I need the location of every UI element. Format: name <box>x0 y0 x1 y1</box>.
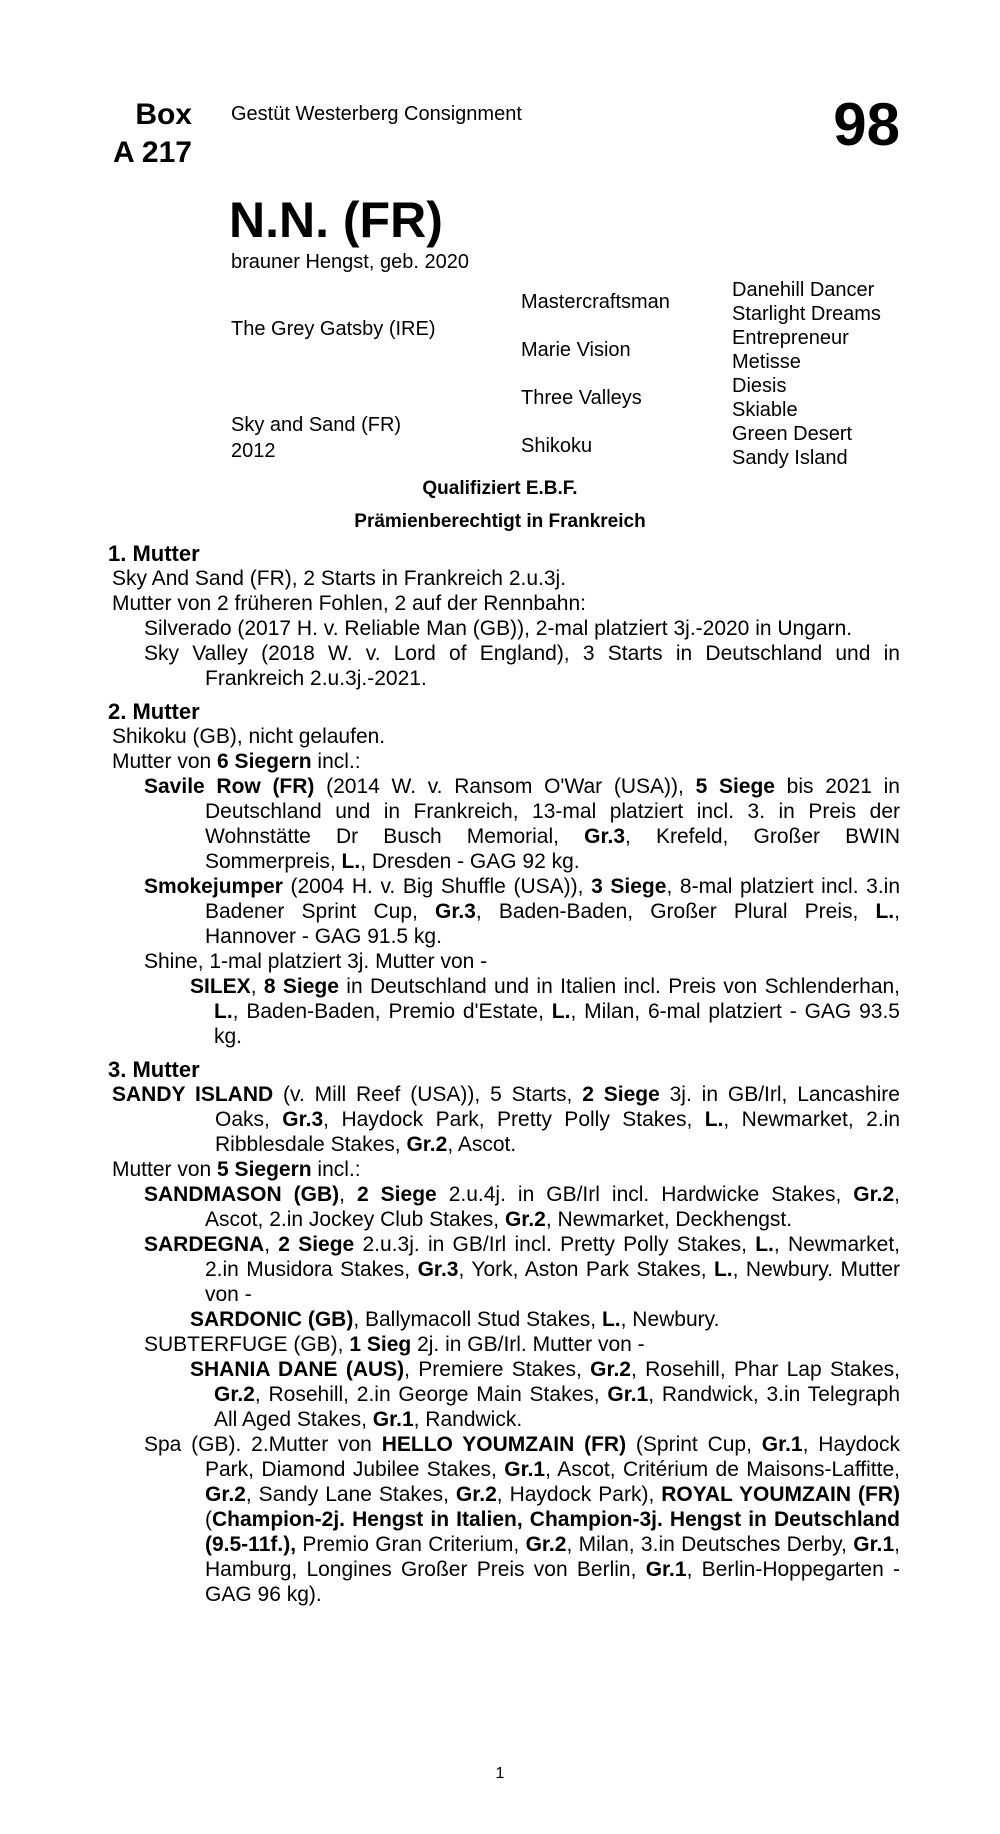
pedigree-grandparent: Mastercraftsman <box>521 291 670 313</box>
premium-note: Prämienberechtigt in Frankreich <box>354 511 646 532</box>
pedigree-sire: The Grey Gatsby (IRE) <box>231 318 436 340</box>
produce-entry-savile-row: Savile Row (FR) (2014 W. v. Ransom O'War (USA)), 5 Siege bis 2021 in Deutschland und in Frankreich, 13-mal platziert incl. 3. in Preis der Wohnstätte Dr Busch Memorial, Gr.3, Krefeld, Großer BWIN Sommerpreis, L., Dresden - GAG 92 kg. <box>144 775 900 873</box>
produce-entry: Silverado (2017 H. v. Reliable Man (GB)), 2-mal platziert 3j.-2020 in Ungarn. <box>144 617 853 640</box>
pedigree-great-grandparent: Diesis <box>732 375 787 397</box>
pedigree-great-grandparent: Danehill Dancer <box>732 279 875 301</box>
produce-entry-silex: SILEX, 8 Siege in Deutschland und in Italien incl. Preis von Schlenderhan, L., Baden-Baden, Premio d'Estate, L., Milan, 6-mal platziert - GAG 93.5 kg. <box>190 975 901 1048</box>
page-number: 1 <box>495 1765 505 1782</box>
box-number: A 217 <box>113 136 192 169</box>
box-label-title: Box <box>135 98 192 131</box>
produce-entry-shania-dane: SHANIA DANE (AUS), Premiere Stakes, Gr.2, Rosehill, Phar Lap Stakes, Gr.2, Rosehill, 2.in George Main Stakes, Gr.1, Randwick, 3.in Telegraph All Aged Stakes, Gr.1, Randwick. <box>190 1358 900 1431</box>
family-history <box>110 541 900 1615</box>
section-first-dam <box>110 541 900 691</box>
pedigree-grandparent: Shikoku <box>521 435 593 457</box>
section-heading: 3. Mutter <box>108 1057 200 1082</box>
produce-entry-sardonic: SARDONIC (GB), Ballymacoll Stud Stakes, L., Newbury. <box>190 1308 720 1331</box>
section-second-dam <box>110 699 900 1049</box>
pedigree-great-grandparent: Entrepreneur <box>732 327 849 349</box>
dam-record: Sky And Sand (FR), 2 Starts in Frankreich 2.u.3j. <box>112 567 567 590</box>
section-heading: 1. Mutter <box>108 541 200 566</box>
produce-entry-subterfuge: SUBTERFUGE (GB), 1 Sieg 2j. in GB/Irl. Mutter von - <box>144 1333 645 1356</box>
produce-summary: Mutter von 6 Siegern incl.: <box>112 750 361 773</box>
pedigree-grandparent: Three Valleys <box>521 387 642 409</box>
section-third-dam <box>110 1057 900 1607</box>
produce-entry-sardegna: SARDEGNA, 2 Siege 2.u.3j. in GB/Irl incl. Pretty Polly Stakes, L., Newmarket, 2.in Musidora Stakes, Gr.3, York, Aston Park Stakes, L., Newbury. Mutter von - <box>144 1233 901 1306</box>
dam-record: Shikoku (GB), nicht gelaufen. <box>112 725 386 748</box>
pedigree-dam: Sky and Sand (FR) <box>231 414 402 436</box>
qualification-note: Qualifiziert E.B.F. <box>422 478 578 499</box>
produce-entry-spa: Spa (GB). 2.Mutter von HELLO YOUMZAIN (FR) (Sprint Cup, Gr.1, Haydock Park, Diamond Jubilee Stakes, Gr.1, Ascot, Critérium de Maisons-Laffitte, Gr.2, Sandy Lane Stakes, Gr.2, Haydock Park), ROYAL YOUMZAIN (FR) (Champion-2j. Hengst in Italien, Champion-3j. Hengst in Deutschland (9.5-11f.), Premio Gran Criterium, Gr.2, Milan, 3.in Deutsches Derby, Gr.1, Hamburg, Longines Großer Preis von Berlin, Gr.1, Berlin-Hoppegarten - GAG 96 kg). <box>144 1433 901 1606</box>
pedigree-great-grandparent: Metisse <box>732 351 801 373</box>
pedigree-great-grandparent: Skiable <box>732 399 798 421</box>
consignor: Gestüt Westerberg Consignment <box>231 103 522 125</box>
pedigree-great-grandparent: Starlight Dreams <box>732 303 881 325</box>
pedigree-great-grandparent: Green Desert <box>732 423 853 445</box>
lot-number: 98 <box>833 91 900 158</box>
box-label <box>88 96 192 172</box>
horse-name: N.N. (FR) <box>229 192 443 248</box>
produce-summary: Mutter von 2 früheren Fohlen, 2 auf der Rennbahn: <box>112 592 586 615</box>
pedigree-grandparent: Marie Vision <box>521 339 631 361</box>
section-heading: 2. Mutter <box>108 699 200 724</box>
horse-description: brauner Hengst, geb. 2020 <box>231 251 469 273</box>
pedigree-dam-year: 2012 <box>231 440 276 462</box>
produce-entry-smokejumper: Smokejumper (2004 H. v. Big Shuffle (USA)), 3 Siege, 8-mal platziert incl. 3.in Badener Sprint Cup, Gr.3, Baden-Baden, Großer Plural Preis, L., Hannover - GAG 91.5 kg. <box>144 875 901 948</box>
dam-record-sandy-island: SANDY ISLAND (v. Mill Reef (USA)), 5 Starts, 2 Siege 3j. in GB/Irl, Lancashire Oaks, Gr.3, Haydock Park, Pretty Polly Stakes, L., Newmarket, 2.in Ribblesdale Stakes, Gr.2, Ascot. <box>112 1083 900 1156</box>
produce-entry-sandmason: SANDMASON (GB), 2 Siege 2.u.4j. in GB/Irl incl. Hardwicke Stakes, Gr.2, Ascot, 2.in Jockey Club Stakes, Gr.2, Newmarket, Deckhengst. <box>144 1183 901 1231</box>
produce-entry-shine: Shine, 1-mal platziert 3j. Mutter von - <box>144 950 488 973</box>
pedigree-great-grandparent: Sandy Island <box>732 447 848 469</box>
produce-summary: Mutter von 5 Siegern incl.: <box>112 1158 361 1181</box>
produce-entry: Sky Valley (2018 W. v. Lord of England), 3 Starts in Deutschland und in Frankreich 2.u.3j.-2021. <box>144 642 900 690</box>
